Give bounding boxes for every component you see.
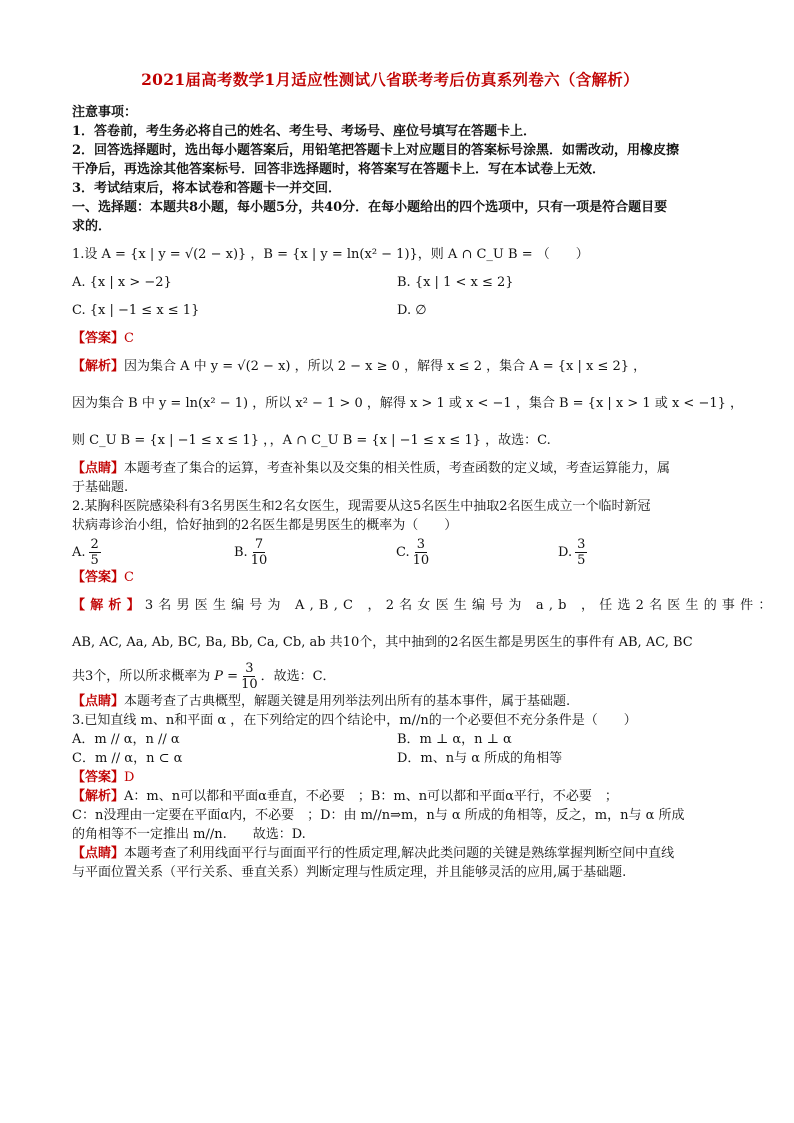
page-title: 2021届高考数学1月适应性测试八省联考考后仿真系列卷六（含解析） [141,70,639,89]
notice-item: 1．答卷前，考生务必将自己的姓名、考生号、考场号、座位号填写在答题卡上． [72,124,537,139]
q2-option-c [396,537,558,568]
q1-options-row2 [72,301,722,320]
denominator: 5 [577,553,586,568]
q1-option-b: B. {x | 1 < x ≤ 2} [397,275,514,290]
numerator: 3 [416,537,426,552]
q1-stem: 1.设 A = {x | y = √(2 − x)} ，B = {x | y = ln(x² − 1)}，则 A ∩ C_U B = （ ） [72,247,589,262]
numerator: 3 [577,537,586,552]
denominator: 5 [90,553,99,568]
q3-explain [72,787,722,806]
section-heading-cont: 求的． [72,219,112,234]
text: 共3个，所以所求概率为 [72,669,211,684]
notice-item: 3．考试结束后，将本试卷和答题卡一并交回． [72,181,342,196]
option-label: D. [558,545,573,560]
q1-option-d: D. ∅ [397,303,427,318]
comment-line: 于基础题. [72,480,129,495]
q3-option-d: D．m、n与 α 所成的角相等 [397,751,563,766]
comment-tag: 【点睛】 [72,694,125,709]
fraction [575,537,587,568]
fraction [413,537,430,568]
comment-line: 本题考查了集合的运算，考查补集以及交集的相关性质，考查函数的定义域，考查运算能力，属 [124,461,671,476]
explain-tag: 【解析】 [72,598,145,613]
q2-explain [72,596,777,615]
notice-item: 干净后，再选涂其他答案标号．回答非选择题时，将答案写在答题卡上．写在本试卷上无效． [72,162,606,177]
q2-comment [72,692,722,711]
comment-tag: 【点睛】 [72,461,125,476]
q2-prob-line [72,661,722,692]
answer-tag: 【答案】 [72,770,125,785]
q2-option-d [558,537,720,568]
fraction [89,537,101,568]
answer-tag: 【答案】 [72,570,125,585]
q3-option-c: C．m // α，n ⊂ α [72,751,183,766]
numerator: 2 [90,537,99,552]
explain-line: 的角相等不一定推出 m//n. 故选：D. [72,827,306,842]
explain-tag: 【解析】 [72,359,125,374]
q3-answer [72,768,722,787]
explain-line: AB, AC, Aa, Ab, BC, Ba, Bb, Ca, Cb, ab 共10个，其中抽到的2名医生都是男医生的事件有 AB, AC, BC [72,635,693,650]
explain-line: 因为集合 A 中 y = √(2 − x) ，所以 2 − x ≥ 0 ，解得 x ≤ 2 ，集合 A = {x | x ≤ 2} ， [124,359,647,374]
exam-page [72,70,777,882]
answer-value: C [124,570,134,585]
section-heading: 一、选择题：本题共8小题，每小题5分，共40分．在每小题给出的四个选项中，只有一项是符合题目要 [72,200,668,215]
q2-options [72,537,722,568]
option-label: C. [396,545,410,560]
answer-value: D [124,770,135,785]
denominator: 10 [241,677,258,692]
notice-heading: 注意事项： [72,105,138,120]
explain-line: 则 C_U B = {x | −1 ≤ x ≤ 1} ，，A ∩ C_U B = {x | −1 ≤ x ≤ 1} ，故选：C. [72,433,551,448]
explain-line: C：n没理由一定要在平面α内，不必要 ；D：由 m//n⇒m，n与 α 所成的角相等，反之，m，n与 α 所成 [72,808,685,823]
option-label: B. [234,545,248,560]
fraction [251,537,268,568]
fraction [241,661,258,692]
q3-option-b: B．m ⊥ α，n ⊥ α [397,732,512,747]
comment-line: 本题考查了古典概型，解题关键是用列举法列出所有的基本事件，属于基础题. [124,694,571,709]
option-label: A. [72,545,86,560]
q1-answer [72,329,722,348]
q3-options-row2 [72,749,722,768]
numerator: 3 [245,661,254,676]
explain-line: A：m、n可以都和平面α垂直，不必要 ；B：m、n可以都和平面α平行，不必要 ； [124,789,618,804]
answer-value: C [124,331,134,346]
q3-stem: 3.已知直线 m、n和平面 α ，在下列给定的四个结论中，m//n的一个必要但不充分条件是（ ） [72,713,637,728]
q1-option-c: C. {x | −1 ≤ x ≤ 1} [72,303,200,318]
q1-comment [72,459,722,478]
q1-option-a: A. {x | x > −2} [72,275,172,290]
notice-item: 2．回答选择题时，选出每小题答案后，用铅笔把答题卡上对应题目的答案标号涂黑．如需改动，用橡皮擦 [72,143,680,158]
denominator: 10 [412,553,430,568]
explain-line: 3名男医生编号为 A,B,C ，2名女医生编号为 a,b ，任选2名医生的事件： [144,598,777,613]
comment-line: 本题考查了利用线面平行与面面平行的性质定理,解决此类问题的关键是熟练掌握判断空间中直线 [124,846,675,861]
text: ．故选：C． [260,669,336,684]
q2-option-b [234,537,396,568]
numerator: 7 [254,537,264,552]
comment-tag: 【点睛】 [72,846,125,861]
comment-line: 与平面位置关系（平行关系、垂直关系）判断定理与性质定理，并且能够灵活的应用,属于基础题. [72,865,627,880]
q2-stem-cont: 状病毒诊治小组，恰好抽到的2名医生都是男医生的概率为（ ） [72,518,458,533]
prob-var: P = [214,669,239,684]
q3-comment [72,844,722,863]
denominator: 10 [250,553,268,568]
q1-options [72,273,722,292]
q2-answer [72,568,722,587]
explain-line: 因为集合 B 中 y = ln(x² − 1) ，所以 x² − 1 > 0 ，解得 x > 1 或 x < −1 ，集合 B = {x | x > 1 或 x < −1} ， [72,396,744,411]
q2-stem: 2.某胸科医院感染科有3名男医生和2名女医生，现需要从这5名医生中抽取2名医生成立一个临时新冠 [72,499,651,514]
q3-option-a: A．m // α，n // α [72,732,180,747]
q3-options [72,730,722,749]
explain-tag: 【解析】 [72,789,125,804]
q1-explain [72,357,722,376]
answer-tag: 【答案】 [72,331,125,346]
q2-option-a [72,537,234,568]
